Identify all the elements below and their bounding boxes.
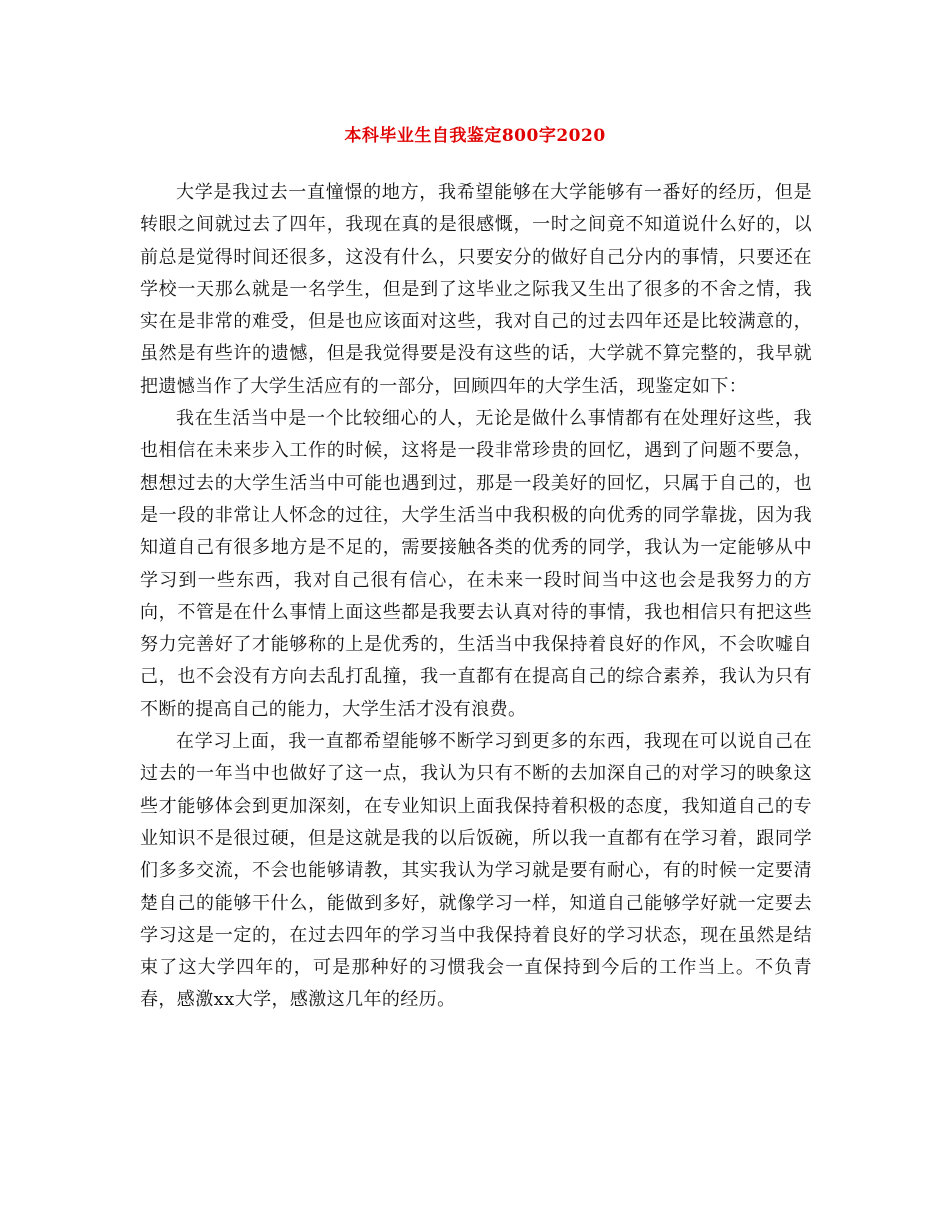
document-body (140, 177, 812, 1017)
document-title: 本科毕业生自我鉴定800字2020 (344, 126, 606, 146)
paragraph-study: 在学习上面，我一直都希望能够不断学习到更多的东西，我现在可以说自己在过去的一年当中也做好了这一点，我认为只有不断的去加深自己的对学习的映象这些才能够体会到更加深刻，在专业知识上面我保持着积极的态度，我知道自己的专业知识不是很过硬，但是这就是我的以后饭碗，所以我一直都有在学习着，跟同学们多多交流，不会也能够请教，其实我认为学习就是要有耐心，有的时候一定要清楚自己的能够干什么，能做到多好，就像学习一样，知道自己能够学好就一定要去学习这是一定的，在过去四年的学习当中我保持着良好的学习状态，现在虽然是结束了这大学四年的，可是那种好的习惯我会一直保持到今后的工作当上。不负青春，感激xx大学，感激这几年的经历。 (140, 731, 812, 1011)
paragraph-intro: 大学是我过去一直憧憬的地方，我希望能够在大学能够有一番好的经历，但是转眼之间就过去了四年，我现在真的是很感慨，一时之间竟不知道说什么好的，以前总是觉得时间还很多，这没有什么，只要安分的做好自己分内的事情，只要还在学校一天那么就是一名学生，但是到了这毕业之际我又生出了很多的不舍之情，我实在是非常的难受，但是也应该面对这些，我对自己的过去四年还是比较满意的，虽然是有些许的遗憾，但是我觉得要是没有这些的话，大学就不算完整的，我早就把遗憾当作了大学生活应有的一部分，回顾四年的大学生活，现鉴定如下： (140, 182, 812, 397)
paragraph-life: 我在生活当中是一个比较细心的人，无论是做什么事情都有在处理好这些，我也相信在未来步入工作的时候，这将是一段非常珍贵的回忆，遇到了问题不要急，想想过去的大学生活当中可能也遇到过，那是一段美好的回忆，只属于自己的，也是一段的非常让人怀念的过往，大学生活当中我积极的向优秀的同学靠拢，因为我知道自己有很多地方是不足的，需要接触各类的优秀的同学，我认为一定能够从中学习到一些东西，我对自己很有信心，在未来一段时间当中这也会是我努力的方向，不管是在什么事情上面这些都是我要去认真对待的事情，我也相信只有把这些努力完善好了才能够称的上是优秀的，生活当中我保持着良好的作风，不会吹嘘自己，也不会没有方向去乱打乱撞，我一直都有在提高自己的综合素养，我认为只有不断的提高自己的能力，大学生活才没有浪费。 (140, 408, 812, 720)
